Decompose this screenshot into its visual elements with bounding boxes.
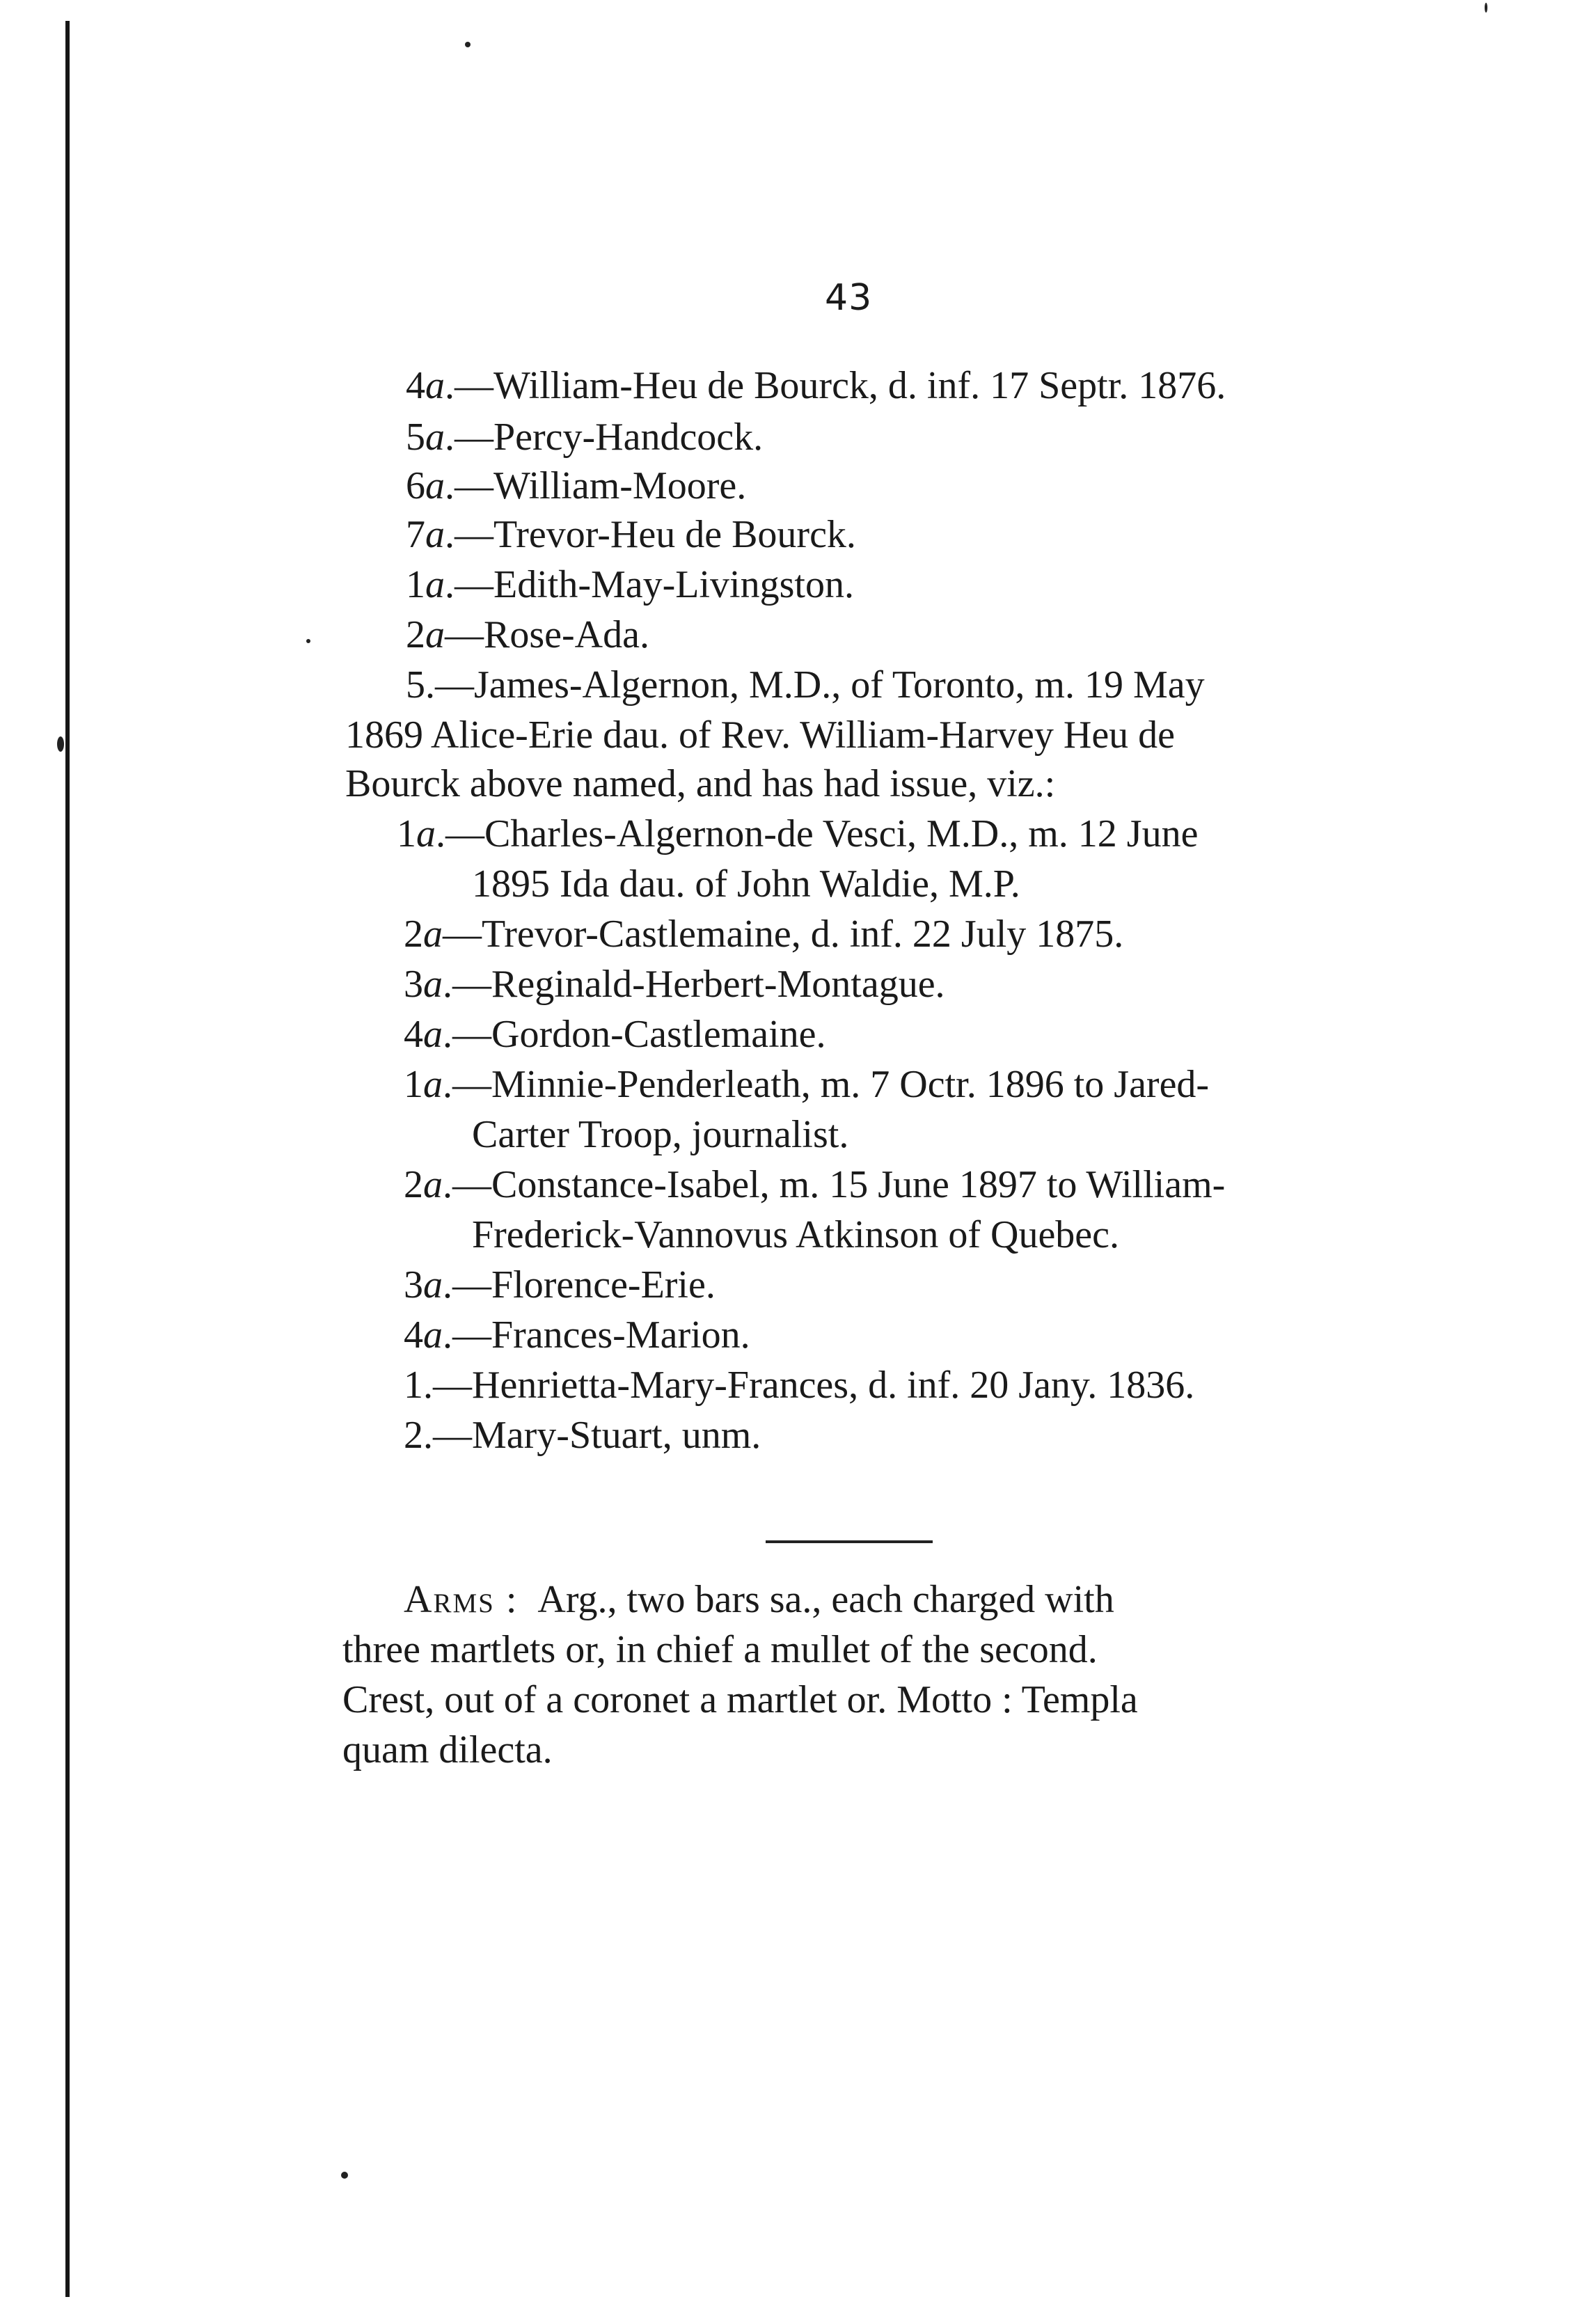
- entry-text: —Frances-Marion.: [452, 1313, 750, 1357]
- entry-separator: .: [445, 364, 455, 407]
- entry-text: 5.—James-Algernon, M.D., of Toronto, m. 19 May: [406, 663, 1205, 706]
- entry-number: 1: [406, 563, 425, 606]
- entry-suffix: a: [423, 913, 443, 956]
- page-number: 43: [825, 277, 873, 319]
- entry-separator: .: [445, 563, 455, 606]
- entry-text: —Constance-Isabel, m. 15 June 1897 to William-: [452, 1163, 1226, 1206]
- entry-suffix: a: [423, 1313, 443, 1357]
- entry-line: [472, 862, 1020, 906]
- scan-speck: [341, 2172, 348, 2179]
- entry-suffix: a: [423, 1263, 443, 1307]
- entry-text: —Rose-Ada.: [445, 613, 649, 656]
- entry-number: 1: [404, 1063, 423, 1106]
- entry-number: 2: [406, 613, 425, 656]
- entry-line: [397, 814, 1198, 853]
- scan-speck: [1485, 3, 1487, 13]
- scan-binding-edge: [65, 21, 70, 2297]
- entry-line: [472, 1115, 848, 1154]
- entry-line: [404, 1416, 761, 1455]
- entry-suffix: a: [425, 563, 445, 606]
- entry-text: —Reginald-Herbert-Montague.: [452, 963, 945, 1006]
- entry-separator: .: [443, 1063, 452, 1106]
- entry-separator: .: [443, 963, 452, 1006]
- entry-suffix: a: [423, 1013, 443, 1056]
- entry-line: [404, 1015, 826, 1054]
- entry-line: [404, 1263, 716, 1307]
- entry-line: [472, 1215, 1119, 1254]
- entry-separator: .: [445, 513, 455, 556]
- entry-suffix: a: [425, 513, 445, 556]
- entry-number: 3: [404, 963, 423, 1006]
- entry-suffix: a: [425, 613, 445, 656]
- entry-text: —Percy-Handcock.: [455, 416, 764, 459]
- entry-line: [406, 515, 856, 554]
- entry-separator: .: [445, 416, 455, 459]
- entry-line: [345, 713, 1176, 757]
- entry-number: 4: [404, 1013, 423, 1056]
- arms-line: [342, 1730, 553, 1769]
- entry-text: —Edith-May-Livingston.: [455, 563, 854, 606]
- entry-text: —Minnie-Penderleath, m. 7 Octr. 1896 to Jared-: [452, 1063, 1210, 1106]
- entry-text: —Charles-Algernon-de Vesci, M.D., m. 12 June: [445, 812, 1199, 855]
- entry-separator: .: [443, 1163, 452, 1206]
- scan-speck: [306, 639, 310, 643]
- entry-suffix: a: [425, 464, 445, 507]
- arms-line: [404, 1580, 1114, 1619]
- arms-text: Arg., two bars sa., each charged with: [537, 1578, 1114, 1621]
- entry-separator: .: [436, 812, 445, 855]
- entry-separator: .: [443, 1013, 452, 1056]
- entry-text: —Trevor-Castlemaine, d. inf. 22 July 1875.: [443, 913, 1124, 956]
- entry-number: 2: [404, 913, 423, 956]
- entry-text: —William-Heu de Bourck, d. inf. 17 Septr. 1876.: [455, 364, 1226, 407]
- arms-text: Crest, out of a coronet a martlet or. Motto : Templa: [342, 1678, 1138, 1721]
- entry-number: 3: [404, 1263, 423, 1307]
- entry-line: [406, 466, 746, 505]
- arms-text: three martlets or, in chief a mullet of the second.: [342, 1628, 1098, 1671]
- section-divider: [766, 1540, 933, 1543]
- entry-suffix: a: [423, 1163, 443, 1206]
- entry-line: [404, 1313, 750, 1357]
- entry-number: 6: [406, 464, 425, 507]
- arms-line: [342, 1680, 1138, 1719]
- entry-text: Carter Troop, journalist.: [472, 1113, 849, 1156]
- entry-suffix: a: [416, 812, 436, 855]
- entry-number: 5: [406, 416, 425, 459]
- entry-text: —Florence-Erie.: [452, 1263, 716, 1307]
- entry-line: [406, 615, 649, 654]
- entry-line: [406, 665, 1205, 704]
- scan-speck: [465, 42, 471, 47]
- entry-line: [404, 1165, 1225, 1204]
- entry-text: —Trevor-Heu de Bourck.: [455, 513, 856, 556]
- entry-text: 1.—Henrietta-Mary-Frances, d. inf. 20 Jany. 1836.: [404, 1364, 1195, 1407]
- entry-line: [404, 915, 1123, 954]
- entry-text: Bourck above named, and has had issue, viz.:: [345, 762, 1056, 805]
- entry-text: —William-Moore.: [455, 464, 747, 507]
- entry-suffix: a: [425, 364, 445, 407]
- entry-text: 2.—Mary-Stuart, unm.: [404, 1414, 761, 1457]
- entry-separator: .: [443, 1313, 452, 1357]
- arms-label: Arms :: [404, 1578, 519, 1621]
- entry-text: 1869 Alice-Erie dau. of Rev. William-Harvey Heu de: [345, 713, 1176, 757]
- entry-number: 7: [406, 513, 425, 556]
- entry-suffix: a: [425, 416, 445, 459]
- entry-line: [404, 965, 945, 1004]
- entry-number: 4: [406, 364, 425, 407]
- entry-line: [345, 764, 1055, 803]
- entry-line: [404, 1366, 1194, 1405]
- entry-suffix: a: [423, 1063, 443, 1106]
- scan-speck: [57, 736, 64, 752]
- arms-text: quam dilecta.: [342, 1728, 553, 1771]
- entry-line: [404, 1065, 1209, 1104]
- entry-line: [406, 366, 1226, 405]
- entry-number: 1: [397, 812, 416, 855]
- entry-line: [406, 418, 763, 457]
- entry-number: 2: [404, 1163, 423, 1206]
- entry-separator: .: [445, 464, 455, 507]
- entry-text: —Gordon-Castlemaine.: [452, 1013, 826, 1056]
- arms-line: [342, 1630, 1098, 1669]
- entry-separator: .: [443, 1263, 452, 1307]
- entry-number: 4: [404, 1313, 423, 1357]
- entry-text: 1895 Ida dau. of John Waldie, M.P.: [472, 862, 1020, 906]
- entry-text: Frederick-Vannovus Atkinson of Quebec.: [472, 1213, 1120, 1256]
- entry-line: [406, 565, 854, 604]
- entry-suffix: a: [423, 963, 443, 1006]
